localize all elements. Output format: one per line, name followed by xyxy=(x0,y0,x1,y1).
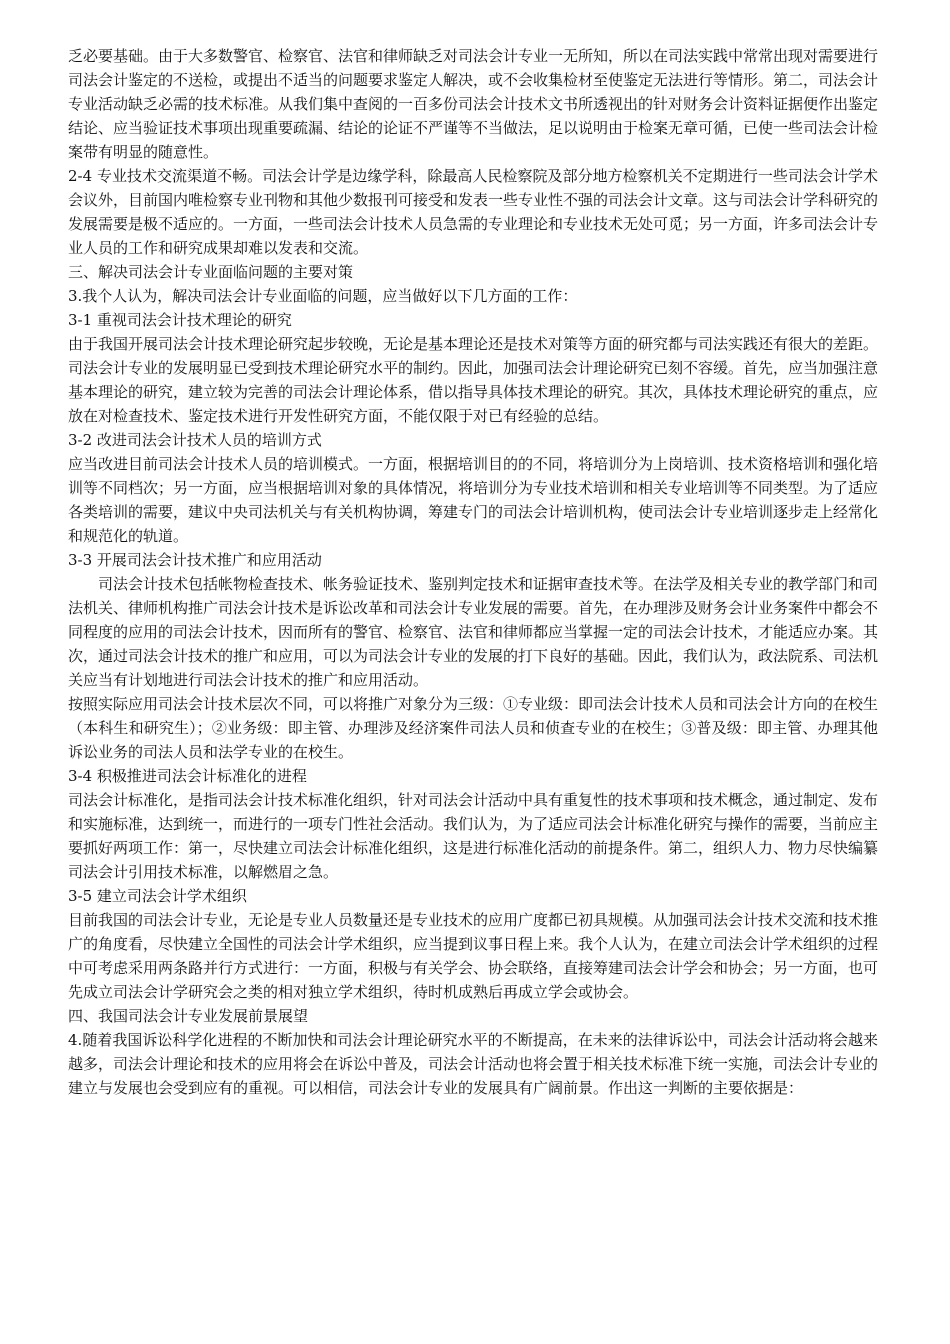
paragraph-3-4: 司法会计标准化，是指司法会计技术标准化组织，针对司法会计活动中具有重复性的技术事项和技术概念，通过制定、发布和实施标准，达到统一，而进行的一项专门性社会活动。我们认为，为了适应司法会计标准化研究与操作的需要，当前应主要抓好两项工作：第一，尽快建立司法会计标准化组织，这是进行标准化活动的前提条件。第二，组织人力、物力尽快编纂司法会计引用技术标准，以解燃眉之急。 xyxy=(68,791,879,881)
paragraph-3-3: 司法会计技术包括帐物检查技术、帐务验证技术、鉴别判定技术和证据审查技术等。在法学及相关专业的教学部门和司法机关、律师机构推广司法会计技术是诉讼改革和司法会计专业发展的需要。首先，在办理涉及财务会计业务案件中都会不同程度的应用的司法会计技术，因而所有的警官、检察官、法官和律师都应当掌握一定的司法会计技术，才能适应办案。其次，通过司法会计技术的推广和应用，可以为司法会计专业的发展的打下良好的基础。因此，我们认为，政法院系、司法机关应当有计划地进行司法会计技术的推广和应用活动。 xyxy=(68,575,879,689)
section-heading-4: 四、我国司法会计专业发展前景展望 xyxy=(68,1007,309,1025)
paragraph-2-4: 2-4 专业技术交流渠道不畅。司法会计学是边缘学科，除最高人民检察院及部分地方检察机关不定期进行一些司法会计学术会议外，目前国内唯检察专业刊物和其他少数报刊可接受和发表一些专业性不强的司法会计文章。这与司法会计学科研究的发展需要是极不适应的。一方面，一些司法会计技术人员急需的专业理论和专业技术无处可觅；另一方面，许多司法会计专业人员的工作和研究成果却难以发表和交流。 xyxy=(68,167,879,257)
subheading-3-4: 3-4 积极推进司法会计标准化的进程 xyxy=(68,767,307,785)
subheading-3-2: 3-2 改进司法会计技术人员的培训方式 xyxy=(68,431,322,449)
paragraph-3-intro: 3.我个人认为，解决司法会计专业面临的问题，应当做好以下几方面的工作： xyxy=(68,287,578,305)
paragraph-4: 4.随着我国诉讼科学化进程的不断加快和司法会计理论研究水平的不断提高，在未来的法律诉讼中，司法会计活动将会越来越多，司法会计理论和技术的应用将会在诉讼中普及，司法会计活动也将会置于相关技术标准下统一实施，司法会计专业的建立与发展也会受到应有的重视。可以相信，司法会计专业的发展具有广阔前景。作出这一判断的主要依据是： xyxy=(68,1031,879,1097)
paragraph-intro-continued: 乏必要基础。由于大多数警官、检察官、法官和律师缺乏对司法会计专业一无所知，所以在司法实践中常常出现对需要进行司法会计鉴定的不送检，或提出不适当的问题要求鉴定人解决，或不会收集检材至使鉴定无法进行等情形。第二，司法会计专业活动缺乏必需的技术标准。从我们集中查阅的一百多份司法会计技术文书所透视出的针对财务会计资料证据便作出鉴定结论、应当验证技术事项出现重要疏漏、结论的论证不严谨等不当做法，足以说明由于检案无章可循，已使一些司法会计检案带有明显的随意性。 xyxy=(68,47,879,161)
subheading-3-5: 3-5 建立司法会计学术组织 xyxy=(68,887,247,905)
section-heading-3: 三、解决司法会计专业面临问题的主要对策 xyxy=(68,263,354,281)
subheading-3-1: 3-1 重视司法会计技术理论的研究 xyxy=(68,311,292,329)
paragraph-3-5: 目前我国的司法会计专业，无论是专业人员数量还是专业技术的应用广度都已初具规模。从加强司法会计技术交流和技术推广的角度看，尽快建立全国性的司法会计学术组织，应当提到议事日程上来。我个人认为，在建立司法会计学术组织的过程中可考虑采用两条路并行方式进行：一方面，积极与有关学会、协会联络，直接筹建司法会计学会和协会；另一方面，也可先成立司法会计学研究会之类的相对独立学术组织，待时机成熟后再成立学会或协会。 xyxy=(68,911,879,1001)
paragraph-3-1: 由于我国开展司法会计技术理论研究起步较晚，无论是基本理论还是技术对策等方面的研究都与司法实践还有很大的差距。司法会计专业的发展明显已受到技术理论研究水平的制约。因此，加强司法会计理论研究已刻不容缓。首先，应当加强注意基本理论的研究，建立较为完善的司法会计理论体系，借以指导具体技术理论的研究。其次，具体技术理论研究的重点，应放在对检查技术、鉴定技术进行开发性研究方面，不能仅限于对已有经验的总结。 xyxy=(68,335,879,425)
paragraph-3-2: 应当改进目前司法会计技术人员的培训模式。一方面，根据培训目的的不同，将培训分为上岗培训、技术资格培训和强化培训等不同档次；另一方面，应当根据培训对象的具体情况，将培训分为专业技术培训和相关专业培训等不同类型。为了适应各类培训的需要，建议中央司法机关与有关机构协调，筹建专门的司法会计培训机构，使司法会计专业培训逐步走上经常化和规范化的轨道。 xyxy=(68,455,879,545)
paragraph-3-3-levels: 按照实际应用司法会计技术层次不同，可以将推广对象分为三级：①专业级：即司法会计技术人员和司法会计方向的在校生（本科生和研究生）；②业务级：即主管、办理涉及经济案件司法人员和侦查专业的在校生；③普及级：即主管、办理其他诉讼业务的司法人员和法学专业的在校生。 xyxy=(68,695,879,761)
subheading-3-3: 3-3 开展司法会计技术推广和应用活动 xyxy=(68,551,322,569)
